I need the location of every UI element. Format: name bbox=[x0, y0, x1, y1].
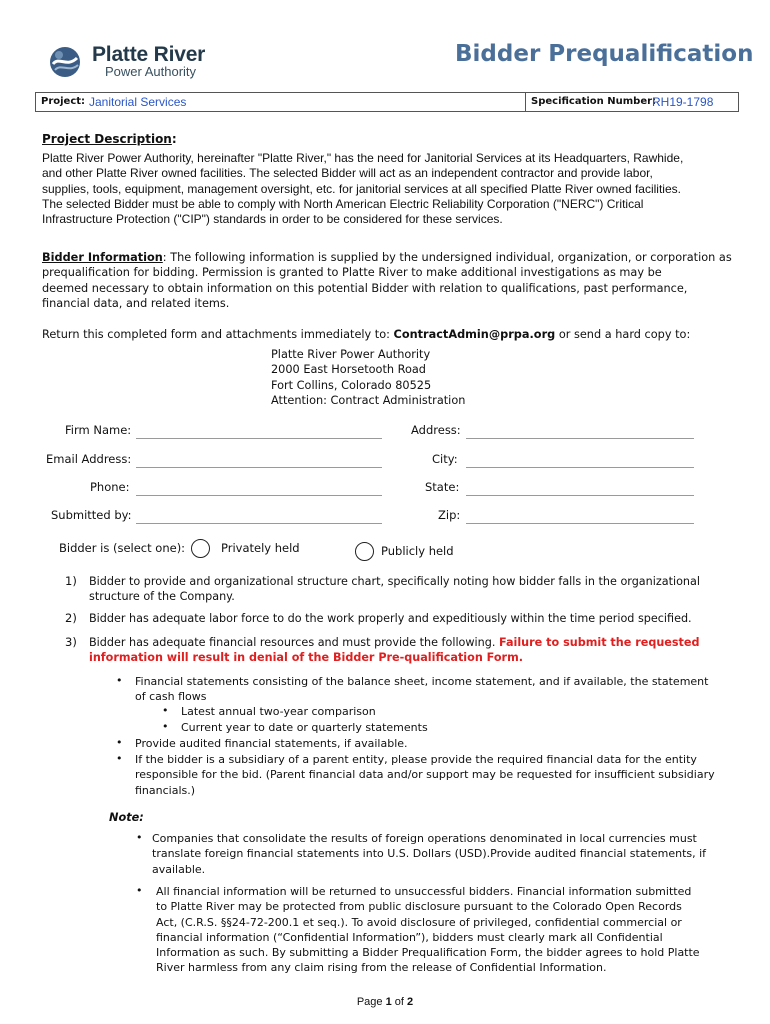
item-number: 1) bbox=[65, 574, 77, 588]
note-heading: Note: bbox=[109, 811, 144, 824]
firm-name-label: Firm Name: bbox=[65, 423, 132, 437]
project-bar bbox=[35, 92, 739, 112]
bullet: • bbox=[116, 736, 123, 749]
state-field[interactable] bbox=[466, 495, 694, 496]
bullet: • bbox=[162, 720, 169, 733]
warning-text: information will result in denial of the Bidder Pre-qualification Form. bbox=[89, 651, 523, 665]
project-description-text: Platte River Power Authority, hereinafter "Platte River," has the need for Janitorial Services at its Headquarters, Rawhide, and other Platte River owned facilities. The selected Bidder will act as an independent contractor and provide labor, supplies, tools, equipment, management oversight, etc. for janitorial services at all specified Platte River owned facilities. The selected Bidder must be able to comply with North American Electric Reliability Corporation ("NERC") Critical Infrastructure Protection ("CIP") standards in order to be considered for these services. bbox=[42, 151, 684, 227]
submitted-by-label: Submitted by: bbox=[51, 508, 132, 522]
item-number: 3) bbox=[65, 635, 77, 649]
bullet: • bbox=[116, 674, 123, 687]
bullet: • bbox=[116, 752, 123, 765]
bidder-information-heading: Bidder Information bbox=[42, 251, 163, 264]
requirement-item: Bidder has adequate financial resources and must provide the following. Failure to submit the requested information will result in denial of the Bidder Pre-qualification Form. bbox=[89, 636, 700, 665]
page-number: Page 1 of 2 bbox=[356, 996, 414, 1008]
phone-field[interactable] bbox=[136, 495, 382, 496]
publicly-held-radio[interactable] bbox=[355, 542, 374, 561]
publicly-held-label: Publicly held bbox=[381, 544, 454, 558]
note-item: Companies that consolidate the results of foreign operations denominated in local currencies must translate foreign financial statements into U.S. Dollars (USD).Provide audited financial statements, if available. bbox=[152, 832, 707, 876]
bullet: • bbox=[136, 831, 143, 844]
project-label: Project: bbox=[41, 96, 86, 107]
requirement-item: Bidder to provide and organizational structure chart, specifically noting how bidder falls in the organizational structure of the Company. bbox=[89, 575, 700, 604]
item-number: 2) bbox=[65, 611, 77, 625]
submitted-by-field[interactable] bbox=[136, 523, 382, 524]
requirement-item: Bidder has adequate labor force to do the work properly and expeditiously within the time period specified. bbox=[89, 612, 692, 625]
bullet-item: Provide audited financial statements, if available. bbox=[135, 737, 408, 750]
firm-name-field[interactable] bbox=[136, 438, 382, 439]
privately-held-label: Privately held bbox=[221, 541, 300, 555]
bidder-type-label: Bidder is (select one): bbox=[59, 541, 186, 555]
email-address-label: Email Address: bbox=[46, 452, 132, 466]
bullet: • bbox=[162, 704, 169, 717]
bullet-item: If the bidder is a subsidiary of a parent entity, please provide the required financial data for the entity responsible for the bid. (Parent financial data and/or support may be requested for insufficient subsidiary financials.) bbox=[135, 753, 715, 797]
bidder-information-text: Bidder Information: The following information is supplied by the undersigned individual, organization, or corporation as prequalification for bidding. Permission is granted to Platte River to make additional investigations as may be deemed necessary to obtain information on this potential Bidder with relation to qualifications, past performance, financial data, and related items. bbox=[42, 251, 732, 310]
spec-number-value-field[interactable]: RH19-1798 bbox=[652, 95, 714, 109]
bullet-item: Financial statements consisting of the balance sheet, income statement, and if available, the statement of cash flows bbox=[135, 675, 709, 704]
sub-bullet-item: Latest annual two-year comparison bbox=[181, 705, 376, 718]
warning-text: Failure to submit the requested bbox=[498, 636, 700, 649]
document-title: Bidder Prequalification bbox=[455, 41, 754, 67]
project-description-heading: Project Description: bbox=[42, 132, 177, 146]
address-field[interactable] bbox=[466, 438, 694, 439]
mailing-address: Platte River Power Authority 2000 East Horsetooth Road Fort Collins, Colorado 80525 Attention: Contract Administration bbox=[271, 348, 466, 407]
logo-icon bbox=[49, 46, 81, 78]
email-address-field[interactable] bbox=[136, 467, 382, 468]
phone-label: Phone: bbox=[90, 480, 130, 494]
return-instructions: Return this completed form and attachments immediately to: ContractAdmin@prpa.org or send a hard copy to: bbox=[42, 328, 691, 341]
zip-label: Zip: bbox=[438, 508, 461, 522]
zip-field[interactable] bbox=[466, 523, 694, 524]
city-field[interactable] bbox=[466, 467, 694, 468]
privately-held-radio[interactable] bbox=[191, 539, 210, 558]
sub-bullet-item: Current year to date or quarterly statements bbox=[181, 721, 428, 734]
spec-number-label: Specification Number: bbox=[531, 96, 657, 107]
logo-title: Platte River bbox=[92, 43, 206, 66]
city-label: City: bbox=[432, 452, 458, 466]
bullet: • bbox=[136, 884, 143, 897]
address-label: Address: bbox=[411, 423, 461, 437]
contract-email-link[interactable]: ContractAdmin@prpa.org bbox=[393, 328, 556, 341]
bar-divider bbox=[525, 93, 526, 111]
state-label: State: bbox=[425, 480, 460, 494]
note-item: All financial information will be returned to unsuccessful bidders. Financial information submitted to Platte River may be protected from public disclosure pursuant to the Colorado Open Records Act, (C.R.S. §§24-72-200.1 et seq.). To avoid disclosure of privileged, confidential commercial or financial information (“Confidential Information”), bidders must clearly mark all Confidential Information as such. By submitting a Bidder Prequalification Form, the bidder agrees to hold Platte River harmless from any claim rising from the release of Confidential Information. bbox=[156, 885, 700, 975]
project-value-field[interactable]: Janitorial Services bbox=[89, 95, 187, 109]
logo-subtitle: Power Authority bbox=[105, 64, 197, 79]
